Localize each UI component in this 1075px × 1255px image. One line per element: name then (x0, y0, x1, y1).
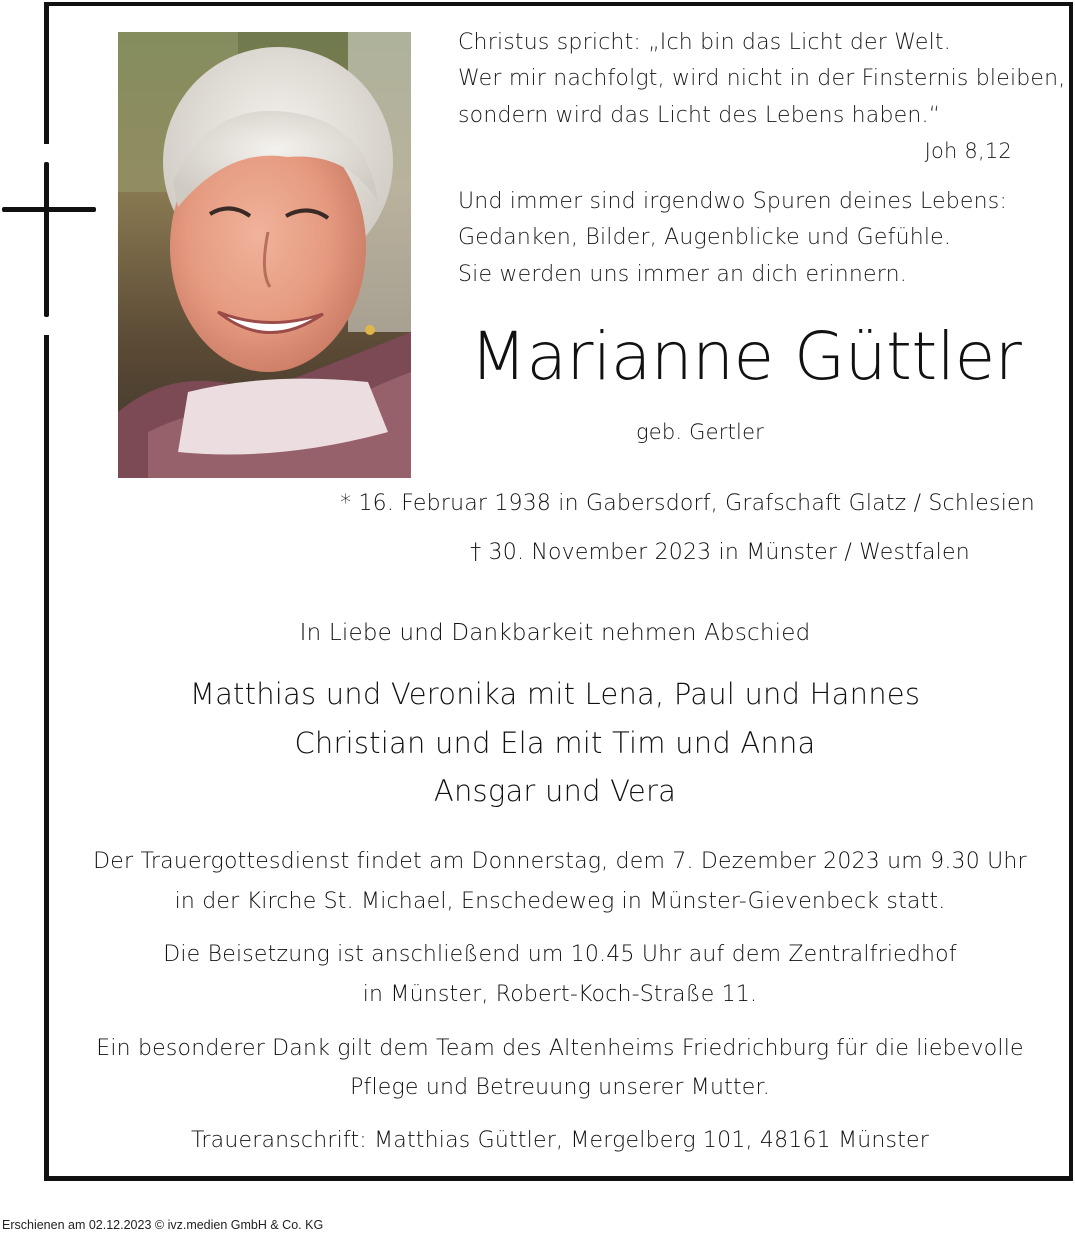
frame-right-border (1069, 2, 1073, 1181)
mourning-address: Traueranschrift: Matthias Güttler, Mergelberg 101, 48161 Münster (190, 1128, 930, 1153)
frame-bottom-border (44, 1176, 1073, 1181)
quote-line-1: Christus spricht: „Ich bin das Licht der Welt. (458, 30, 951, 55)
family-line-1: Matthias und Veronika mit Lena, Paul und Hannes (189, 677, 921, 711)
quote-line-2: Wer mir nachfolgt, wird nicht in der Finsternis bleiben, (458, 66, 1066, 91)
frame-left-border-upper (44, 2, 49, 144)
quote-reference: Joh 8,12 (924, 139, 1012, 163)
family-line-3: Ansgar und Vera (433, 774, 677, 808)
burial-line-1: Die Beisetzung ist anschließend um 10.45 Uhr auf dem Zentralfriedhof (163, 942, 957, 967)
cross-horizontal-bar (2, 207, 96, 212)
burial-line-2: in Münster, Robert-Koch-Straße 11. (362, 982, 758, 1007)
frame-top-border (44, 2, 1073, 6)
verse-line-3: Sie werden uns immer an dich erinnern. (458, 262, 907, 287)
portrait-photo (118, 32, 411, 478)
death-date: † 30. November 2023 in Münster / Westfalen (470, 540, 970, 565)
family-line-2: Christian und Ela mit Tim und Anna (294, 726, 816, 760)
cross-vertical-bar (44, 162, 49, 317)
thanks-line-2: Pflege und Betreuung unserer Mutter. (350, 1075, 770, 1100)
frame-left-border-lower (44, 335, 49, 1181)
quote-line-3: sondern wird das Licht des Lebens haben.“ (458, 103, 941, 128)
farewell-intro: In Liebe und Dankbarkeit nehmen Abschied (299, 620, 811, 646)
service-line-2: in der Kirche St. Michael, Enschedeweg in Münster-Gievenbeck statt. (174, 889, 946, 914)
publication-footer: Erschienen am 02.12.2023 © ivz.medien GmbH & Co. KG (2, 1218, 324, 1232)
verse-line-2: Gedanken, Bilder, Augenblicke und Gefühle. (458, 225, 952, 250)
birth-name: geb. Gertler (635, 420, 765, 444)
thanks-line-1: Ein besonderer Dank gilt dem Team des Altenheims Friedrichburg für die liebevolle (96, 1036, 1024, 1061)
deceased-name: Marianne Güttler (470, 318, 1022, 395)
birth-date: * 16. Februar 1938 in Gabersdorf, Grafschaft Glatz / Schlesien (340, 491, 1035, 516)
verse-line-1: Und immer sind irgendwo Spuren deines Lebens: (458, 189, 1008, 214)
service-line-1: Der Trauergottesdienst findet am Donnerstag, dem 7. Dezember 2023 um 9.30 Uhr (93, 849, 1027, 874)
